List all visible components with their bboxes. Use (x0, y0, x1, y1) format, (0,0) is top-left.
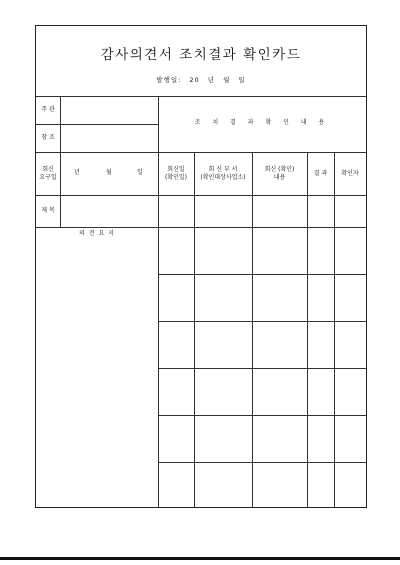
month-label: 월 (106, 169, 112, 176)
reply-content-header: 회신 (확인) 내용 (264, 166, 295, 181)
divider (334, 152, 335, 507)
divider (36, 195, 366, 196)
reference-label: 참 조 (41, 134, 55, 141)
divider (36, 124, 158, 125)
subject-label: 제 목 (41, 207, 55, 214)
form-title: 감사의견서 조치결과 확인카드 (100, 47, 302, 63)
divider (158, 96, 159, 507)
year-label: 년 (74, 169, 80, 176)
divider (36, 227, 366, 228)
divider (36, 96, 366, 97)
result-header: 결 과 (313, 170, 328, 177)
divider (252, 152, 253, 507)
lead-label: 주 관 (41, 106, 55, 113)
result-section-header: 조 치 결 과 확 인 내 용 (194, 119, 330, 126)
divider (307, 152, 308, 507)
reply-date-header: 회신일 (확인일) (164, 166, 188, 181)
opinion-summary-label: 의 견 요 지 (79, 230, 115, 237)
divider (60, 96, 61, 152)
divider (194, 152, 195, 507)
divider (36, 152, 366, 153)
day-label: 일 (137, 169, 143, 176)
reply-department-header: 회 신 부 서 (확인대상사업소) (200, 166, 246, 181)
page-bottom-border (0, 557, 400, 560)
issue-date-line: 발행일: 20 년 월 일 (156, 76, 246, 84)
confirmation-card-form (35, 25, 367, 508)
divider (60, 152, 61, 227)
reply-due-date-label: 회신 요구일 (39, 166, 57, 181)
confirmer-header: 확인자 (341, 170, 359, 177)
